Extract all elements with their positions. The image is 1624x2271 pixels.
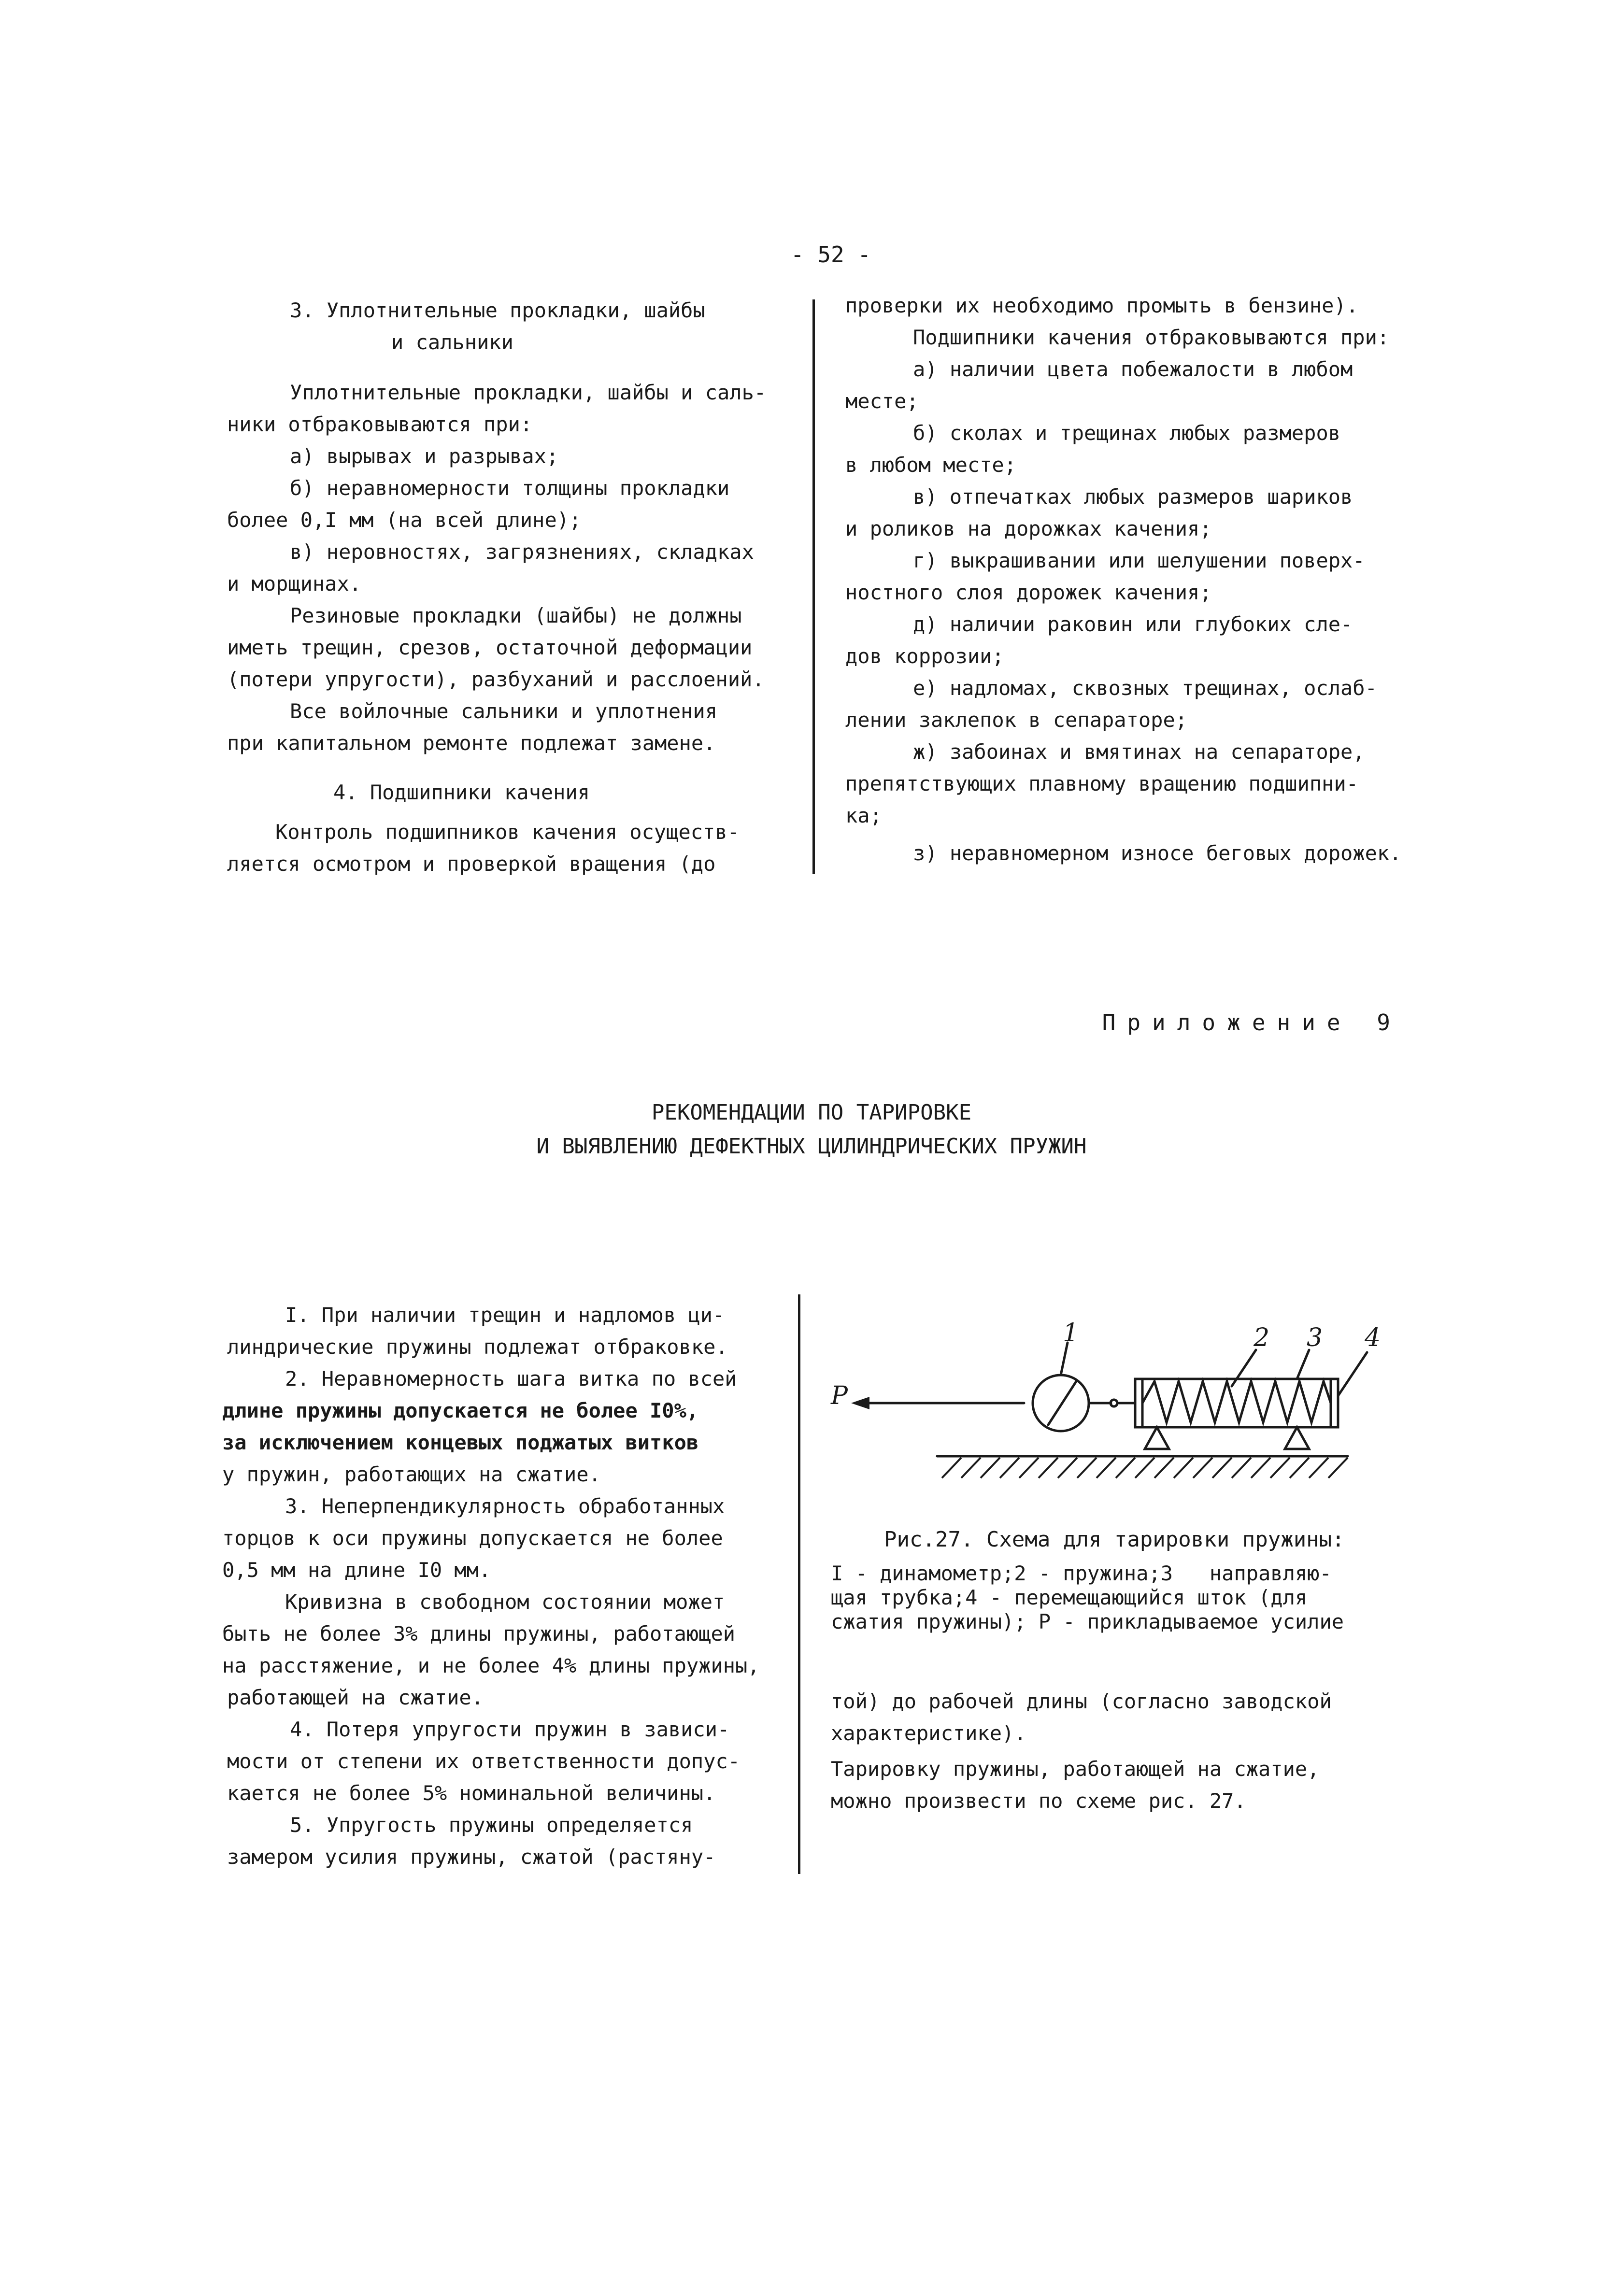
figure-label-2: 2 bbox=[1254, 1323, 1270, 1352]
bearing-text-line: ностного слоя дорожек качения; bbox=[845, 581, 1212, 604]
bearing-text-line: а) наличии цвета побежалости в любом bbox=[913, 357, 1353, 381]
spring-text-line: Кривизна в свободном состоянии может bbox=[285, 1590, 725, 1614]
spring-text-line: 5. Упругость пружины определяется bbox=[290, 1813, 693, 1837]
section3-text-line: при капитальном ремонте подлежат замене. bbox=[227, 731, 716, 755]
spring-continuation-line: характеристике). bbox=[831, 1721, 1026, 1745]
spring-continuation-line: можно произвести по схеме рис. 27. bbox=[831, 1789, 1246, 1813]
spring-text-line: 0,5 мм на длине I0 мм. bbox=[222, 1558, 491, 1582]
figure-caption-title: Рис.27. Схема для тарировки пружины: bbox=[884, 1527, 1345, 1552]
bearing-text-line: и роликов на дорожках качения; bbox=[845, 517, 1212, 540]
spring-continuation-line: той) до рабочей длины (согласно заводской bbox=[831, 1689, 1332, 1713]
bearing-text-line: дов коррозии; bbox=[845, 644, 1004, 668]
spring-text-line: длине пружины допускается не более I0%, bbox=[222, 1399, 699, 1422]
spring-text-line: у пружин, работающих на сжатие. bbox=[222, 1462, 601, 1486]
section3-text-line: Все войлочные сальники и уплотнения bbox=[290, 699, 718, 723]
bearing-text-line: б) сколах и трещинах любых размеров bbox=[913, 421, 1341, 445]
bearing-text-line: в любом месте; bbox=[845, 453, 1017, 477]
spring-text-line: быть не более 3% длины пружины, работающей bbox=[222, 1622, 736, 1646]
bearing-text-line: месте; bbox=[845, 389, 919, 413]
spring-calibration-diagram bbox=[821, 1314, 1382, 1507]
bearing-text-line: проверки их необходимо промыть в бензине). bbox=[845, 294, 1359, 317]
figure-caption-line: I - динамометр;2 - пружина;3 направляю- bbox=[831, 1561, 1332, 1585]
support-left bbox=[1145, 1427, 1169, 1449]
section3-heading-line2: и сальники bbox=[391, 330, 513, 354]
appendix-label: Приложение 9 bbox=[1102, 1009, 1402, 1036]
section4-text-line: ляется осмотром и проверкой вращения (до bbox=[227, 852, 716, 876]
figure-caption-line: щая трубка;4 - перемещающийся шток (для bbox=[831, 1586, 1308, 1609]
section3-text-line: более 0,I мм (на всей длине); bbox=[227, 508, 582, 532]
bearing-text-line: лении заклепок в сепараторе; bbox=[845, 708, 1188, 732]
spring-text-line: линдрические пружины подлежат отбраковке. bbox=[227, 1335, 728, 1359]
section3-text-line: иметь трещин, срезов, остаточной деформации bbox=[227, 636, 753, 659]
spring-text-line: кается не более 5% номинальной величины. bbox=[227, 1781, 716, 1805]
bearing-text-line: з) неравномерном износе беговых дорожек. bbox=[913, 841, 1402, 865]
spring-continuation-line: Тарировку пружины, работающей на сжатие, bbox=[831, 1757, 1320, 1781]
column-divider-lower bbox=[798, 1294, 800, 1874]
bearing-text-line: ка; bbox=[845, 804, 882, 827]
dynamometer-dial bbox=[1033, 1375, 1089, 1431]
ground-hatching bbox=[942, 1458, 1348, 1478]
section-title-line1: РЕКОМЕНДАЦИИ ПО ТАРИРОВКЕ bbox=[651, 1100, 972, 1125]
spring-text-line: торцов к оси пружины допускается не более bbox=[222, 1526, 723, 1550]
bearing-text-line: препятствующих плавному вращению подшипни- bbox=[845, 772, 1359, 795]
spring-text-line: 3. Неперпендикулярность обработанных bbox=[285, 1494, 725, 1518]
section4-text-line: Контроль подшипников качения осуществ- bbox=[275, 820, 740, 844]
section3-text-line: и морщинах. bbox=[227, 572, 362, 596]
spring-text-line: мости от степени их ответственности допус- bbox=[227, 1749, 741, 1773]
section3-text-line: ники отбраковываются при: bbox=[227, 412, 533, 436]
spring-coil bbox=[1142, 1381, 1331, 1422]
spring-text-line: на расстяжение, и не более 4% длины пружины, bbox=[222, 1654, 760, 1677]
section3-text-line: Уплотнительные прокладки, шайбы и саль- bbox=[290, 381, 767, 404]
support-right bbox=[1285, 1427, 1309, 1449]
page-number: - 52 - bbox=[790, 241, 871, 268]
section3-text-line: б) неравномерности толщины прокладки bbox=[290, 476, 730, 500]
figure-label-4: 4 bbox=[1365, 1323, 1381, 1352]
figure-label-3: 3 bbox=[1307, 1323, 1323, 1352]
spring-text-line: 4. Потеря упругости пружин в зависи- bbox=[290, 1717, 730, 1741]
bearing-text-line: д) наличии раковин или глубоких сле- bbox=[913, 612, 1353, 636]
bearing-text-line: ж) забоинах и вмятинах на сепараторе, bbox=[913, 740, 1365, 764]
spring-text-line: 2. Неравномерность шага витка по всей bbox=[285, 1367, 737, 1391]
bearing-text-line: е) надломах, сквозных трещинах, ослаб- bbox=[913, 676, 1377, 700]
section3-text-line: а) вырывах и разрывах; bbox=[290, 444, 559, 468]
dynamometer-needle bbox=[1048, 1381, 1076, 1425]
bearing-text-line: в) отпечатках любых размеров шариков bbox=[913, 485, 1353, 509]
section3-heading-line1: 3. Уплотнительные прокладки, шайбы bbox=[290, 298, 705, 322]
section-title-line2: И ВЫЯВЛЕНИЮ ДЕФЕКТНЫХ ЦИЛИНДРИЧЕСКИХ ПРУЖИН bbox=[536, 1134, 1087, 1159]
bearing-text-line: г) выкрашивании или шелушении поверх- bbox=[913, 549, 1365, 572]
column-divider-upper bbox=[812, 299, 815, 874]
spring-text-line: работающей на сжатие. bbox=[227, 1686, 484, 1709]
figure-label-1: 1 bbox=[1063, 1319, 1079, 1348]
spring-text-line: I. При наличии трещин и надломов ци- bbox=[285, 1303, 725, 1327]
force-arrowhead bbox=[851, 1397, 869, 1409]
force-label: P bbox=[831, 1381, 848, 1410]
spring-text-line: за исключением концевых поджатых витков bbox=[222, 1431, 699, 1454]
figure-caption-line: сжатия пружины); P - прикладываемое усилие bbox=[831, 1610, 1344, 1633]
spring-text-line: замером усилия пружины, сжатой (растяну- bbox=[227, 1845, 716, 1869]
section3-text-line: в) неровностях, загрязнениях, складках bbox=[290, 540, 754, 564]
section3-text-line: Резиновые прокладки (шайбы) не должны bbox=[290, 604, 742, 627]
section4-heading: 4. Подшипники качения bbox=[333, 781, 590, 804]
bearing-text-line: Подшипники качения отбраковываются при: bbox=[913, 326, 1390, 349]
section3-text-line: (потери упругости), разбуханий и расслоений. bbox=[227, 667, 765, 691]
